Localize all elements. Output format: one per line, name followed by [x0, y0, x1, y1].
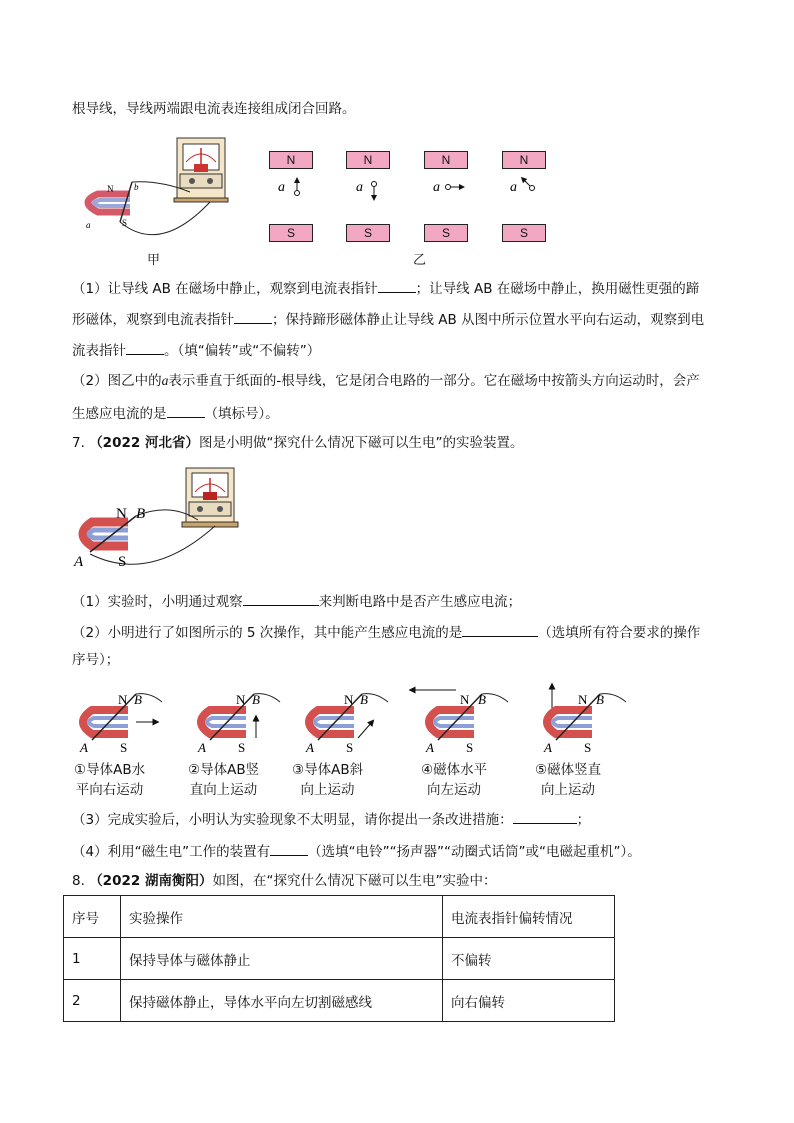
op-2-diagram — [197, 692, 280, 755]
table-header-row — [64, 896, 615, 938]
blank-q7-3[interactable] — [513, 808, 577, 824]
q6-p1-line3 — [72, 339, 320, 361]
svg-text:B: B — [596, 692, 604, 707]
figure-yi-wires — [270, 172, 560, 212]
q7-source: （2022 河北省） — [89, 435, 199, 451]
svg-text:N: N — [344, 692, 354, 707]
label-yi: 乙 — [413, 253, 427, 268]
q7-p2-text-b: （选填所有符合要求的操作 — [538, 625, 701, 641]
svg-text:N: N — [118, 692, 128, 707]
op-3-caption: ③导体AB斜 向上运动 — [292, 762, 364, 798]
header-operation: 实验操作 — [121, 896, 443, 938]
svg-text:S: S — [346, 740, 354, 755]
svg-text:N: N — [236, 692, 246, 707]
q7-stem — [72, 433, 523, 453]
blank-q6-3[interactable] — [126, 339, 164, 355]
q7-p2-line2: 序号）； — [72, 652, 120, 668]
q7-p3-text-b: ； — [576, 812, 591, 828]
header-index: 序号 — [64, 896, 121, 938]
svg-text:B: B — [360, 692, 368, 707]
q6-p1-line2 — [72, 308, 704, 330]
jia-label-n: N — [107, 184, 114, 194]
svg-text:N: N — [578, 692, 588, 707]
q8-number: 8. — [72, 873, 85, 889]
blank-q7-1[interactable] — [243, 590, 319, 606]
magnet-n-3: N — [424, 151, 468, 169]
jia-label-b: b — [134, 182, 139, 192]
svg-text:S: S — [120, 740, 128, 755]
cell-deflection: 不偏转 — [443, 938, 615, 980]
q6-p1-text-b: ；让导线 AB 在磁场中静止，换用磁性更强的蹄 — [415, 281, 700, 297]
cell-index: 1 — [64, 938, 121, 980]
jia-label-a: a — [86, 220, 91, 230]
q6-p2-text-a: （2）图乙中的 — [72, 373, 162, 389]
blank-q6-2[interactable] — [234, 308, 272, 324]
svg-text:A: A — [544, 740, 552, 755]
magnet-n-4: N — [502, 151, 546, 169]
q6-p1-text-f: 。（填“偏转”或“不偏转”） — [164, 343, 321, 359]
op-1-diagram — [79, 692, 162, 755]
svg-text:A: A — [426, 740, 434, 755]
q7-fig-s: S — [118, 554, 127, 570]
q6-p1-text-a: （1）让导线 AB 在磁场中静止，观察到电流表指针 — [72, 281, 378, 297]
wire-label-3: a — [433, 180, 440, 195]
cell-operation: 保持导体与磁体静止 — [121, 938, 443, 980]
q8-table — [63, 895, 615, 1022]
q7-stem-text: 图是小明做“探究什么情况下磁可以生电”的实验装置。 — [198, 435, 524, 451]
cell-index: 2 — [64, 980, 121, 1022]
q7-p3 — [72, 808, 590, 830]
cell-deflection: 向右偏转 — [443, 980, 615, 1022]
magnet-s-1: S — [269, 224, 313, 242]
svg-text:A: A — [80, 740, 88, 755]
intro-line: 根导线，导线两端跟电流表连接组成闭合回路。 — [72, 101, 356, 117]
q6-p1-text-e: 流表指针 — [72, 343, 126, 359]
magnet-s-3: S — [424, 224, 468, 242]
magnet-n-2: N — [346, 151, 390, 169]
op-2-caption: ②导体AB竖 直向上运动 — [188, 762, 260, 798]
q7-p3-text-a: （3）完成实验后，小明认为实验现象不太明显，请你提出一条改进措施： — [72, 812, 513, 828]
op-5-diagram — [543, 686, 626, 755]
q7-fig-n: N — [116, 506, 127, 522]
q7-operations-figure — [70, 680, 630, 760]
q6-p2-var: a — [161, 373, 169, 388]
svg-text:S: S — [584, 740, 592, 755]
q7-fig-a: A — [74, 554, 84, 570]
label-jia: 甲 — [147, 253, 161, 268]
magnet-s-2: S — [346, 224, 390, 242]
q7-p4-text-a: （4）利用“磁生电”工作的装置有 — [72, 844, 271, 860]
magnet-n-1: N — [269, 151, 313, 169]
q7-p2-line1 — [72, 621, 700, 643]
q6-p1-text-d: ；保持蹄形磁体静止让导线 AB 从图中所示位置水平向右运动，观察到电 — [272, 312, 705, 328]
op-1-caption: ①导体AB水 平向右运动 — [74, 762, 146, 798]
q7-p1 — [72, 590, 521, 612]
wire-label-4: a — [510, 180, 517, 195]
q6-p2-text-d: （填标号）。 — [204, 406, 279, 422]
q7-p1-text-a: （1）实验时，小明通过观察 — [72, 594, 243, 610]
q7-p4-text-b: （选填“电铃”“扬声器”“动圈式话筒”或“电磁起重机”）。 — [308, 844, 641, 860]
table-row — [64, 938, 615, 980]
header-deflection: 电流表指针偏转情况 — [443, 896, 615, 938]
op-4-caption: ④磁体水平 向左运动 — [421, 762, 488, 798]
q6-p2-text-c: 生感应电流的是 — [72, 406, 167, 422]
magnet-s-4: S — [502, 224, 546, 242]
q7-p2-text-a: （2）小明进行了如图所示的 5 次操作，其中能产生感应电流的是 — [72, 625, 463, 641]
figure-q7-apparatus — [70, 462, 240, 577]
table-row — [64, 980, 615, 1022]
cell-operation: 保持磁体静止，导体水平向左切割磁感线 — [121, 980, 443, 1022]
q6-p2-line2 — [72, 402, 279, 424]
q7-p1-text-b: 来判断电路中是否产生感应电流； — [318, 594, 522, 610]
q7-p4 — [72, 840, 641, 862]
svg-text:S: S — [238, 740, 246, 755]
q7-fig-b: B — [136, 506, 146, 522]
svg-text:A: A — [306, 740, 314, 755]
q8-stem — [72, 871, 496, 891]
jia-label-s: S — [122, 218, 128, 228]
op-4-diagram — [412, 690, 508, 755]
op-5-caption: ⑤磁体竖直 向上运动 — [535, 762, 602, 798]
svg-text:S: S — [466, 740, 474, 755]
figure-jia — [70, 130, 245, 245]
svg-text:B: B — [134, 692, 142, 707]
q6-p2-line1 — [72, 371, 700, 391]
wire-label-2: a — [356, 180, 363, 195]
svg-text:N: N — [460, 692, 470, 707]
blank-q6-1[interactable] — [378, 277, 416, 293]
q6-p1-line1 — [72, 277, 699, 299]
blank-q7-2[interactable] — [462, 621, 538, 637]
q7-number: 7. — [72, 435, 85, 451]
q6-p1-text-c: 形磁体，观察到电流表指针 — [72, 312, 234, 328]
blank-q6-4[interactable] — [167, 402, 205, 418]
q8-stem-text: 如图，在“探究什么情况下磁可以生电”实验中： — [212, 873, 497, 889]
q8-source: （2022 湖南衡阳） — [89, 873, 213, 889]
q6-p2-text-b: 表示垂直于纸面的-根导线，它是闭合电路的一部分。它在磁场中按箭头方向运动时，会产 — [168, 373, 700, 389]
wire-label-1: a — [278, 180, 285, 195]
op-3-diagram — [305, 692, 388, 755]
svg-text:B: B — [478, 692, 486, 707]
blank-q7-4[interactable] — [270, 840, 308, 856]
svg-text:B: B — [252, 692, 260, 707]
svg-text:A: A — [198, 740, 206, 755]
